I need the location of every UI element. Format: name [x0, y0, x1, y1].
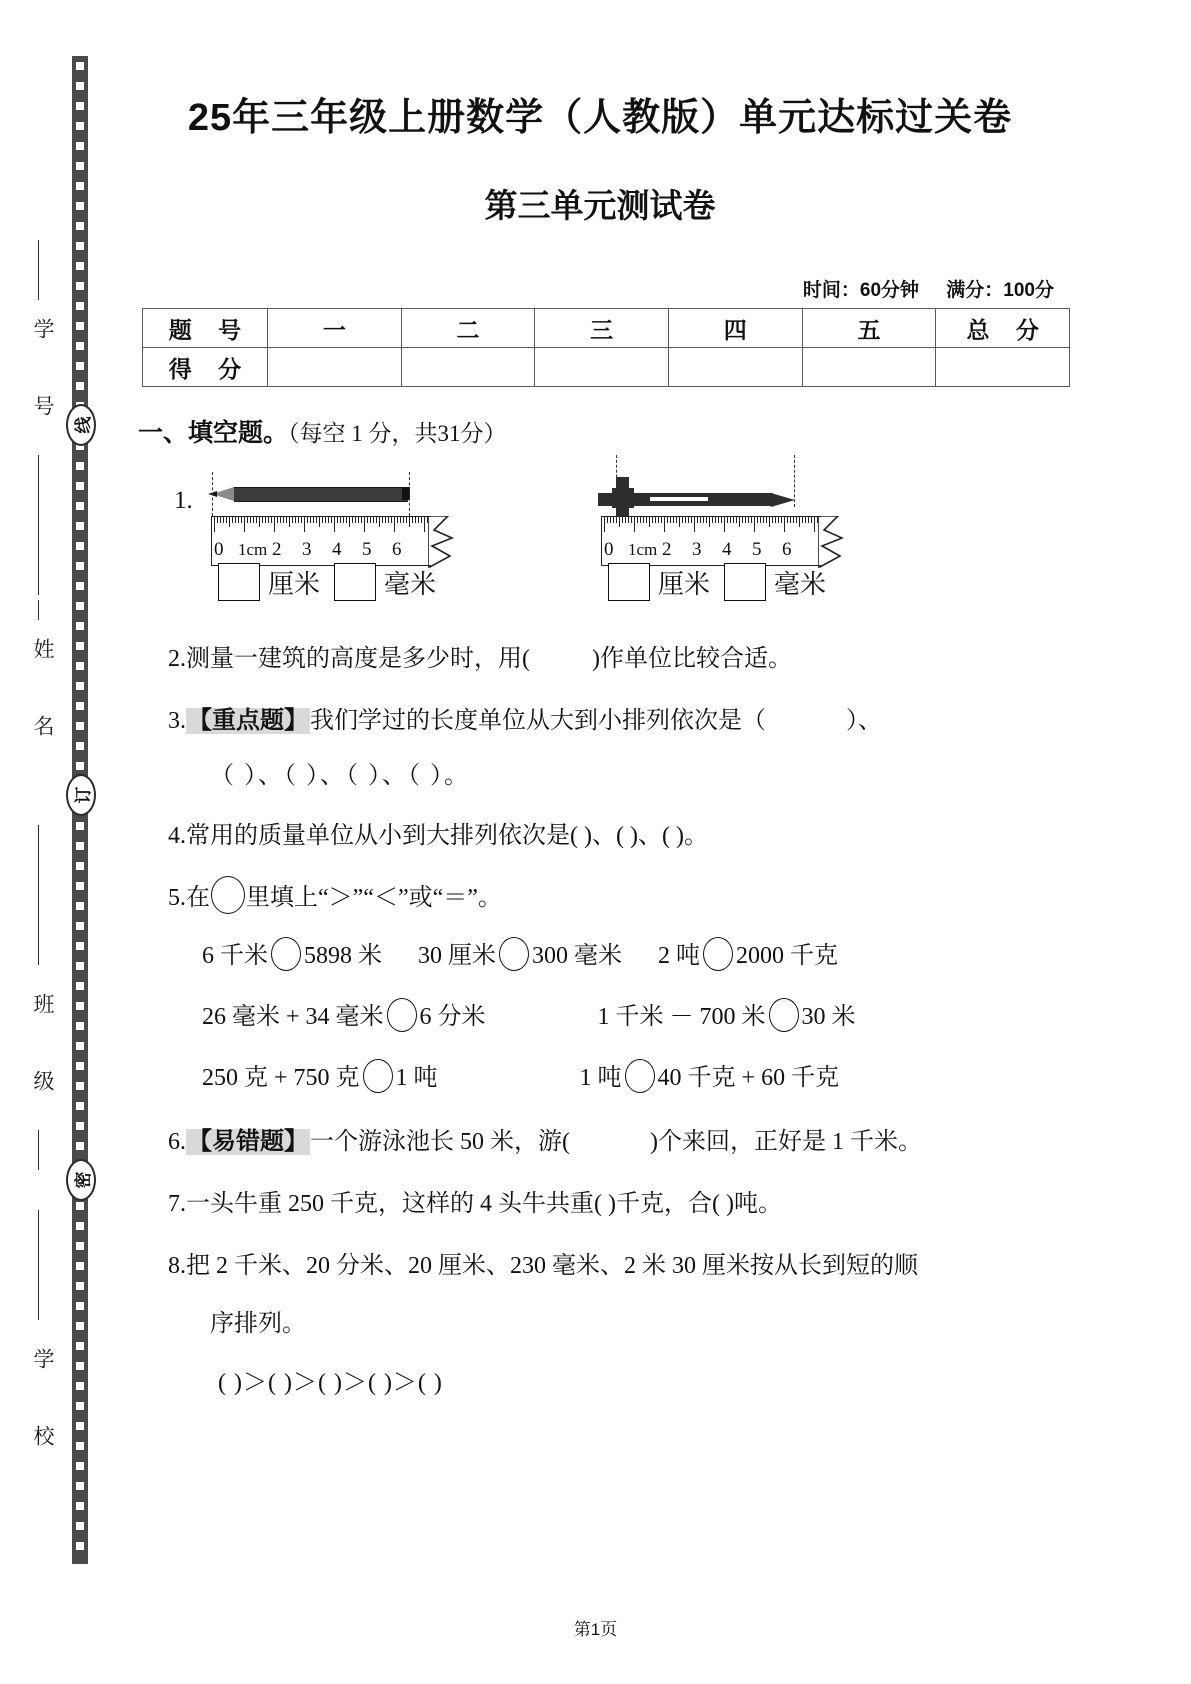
compare-circle-3[interactable] [703, 937, 733, 971]
perforation-dot [76, 1422, 84, 1430]
ruler-left-tick-4: 4 [332, 539, 342, 560]
score-table-col-3: 三 [535, 309, 669, 348]
perforation-dot [76, 1362, 84, 1370]
page-title: 25年三年级上册数学（人教版）单元达标过关卷 [187, 97, 1013, 139]
perforation-dot [76, 862, 84, 870]
compare-circle-7[interactable] [625, 1059, 655, 1093]
question-3-text-a: 我们学过的长度单位从大到小排列依次是（ [310, 708, 766, 734]
pencil-body [234, 487, 408, 502]
perforation-dot [76, 262, 84, 270]
q5-r2-c1-left: 26 毫米 + 34 毫米 [202, 1004, 384, 1030]
ruler-right [598, 455, 928, 560]
seal-label-class: 班 级 [31, 993, 55, 1107]
question-2 [168, 638, 792, 673]
ruler-right-tick-2: 2 [662, 539, 672, 560]
measure-guide-right-2 [794, 455, 795, 507]
perforation-dot [76, 1002, 84, 1010]
question-8-line1: 8.把 2 千米、20 分米、20 厘米、230 毫米、2 米 30 厘米按从长到短的顺 [168, 1253, 918, 1279]
score-cell-total[interactable] [936, 348, 1070, 387]
score-cell-3[interactable] [535, 348, 669, 387]
question-5-text-a: 5.在 [168, 885, 210, 911]
q5-r2-c1-right: 6 分米 [419, 1004, 486, 1030]
perforation-dot [76, 582, 84, 590]
perforation-dot [76, 1242, 84, 1250]
question-3-number: 3. [168, 708, 186, 734]
perforation-dot [76, 562, 84, 570]
ruler-right-tick-5: 5 [752, 539, 762, 560]
nail-point [771, 493, 795, 507]
perforation-dot [76, 942, 84, 950]
q5-r1-c3-right: 2000 千克 [736, 943, 838, 969]
score-table-col-5: 五 [802, 309, 936, 348]
perforation-dot [76, 162, 84, 170]
score-cell-4[interactable] [668, 348, 802, 387]
q5-r1-c3-left: 2 吨 [658, 943, 700, 969]
q5-r3-c1-left: 250 克 + 750 克 [202, 1065, 360, 1091]
perforation-dot [76, 962, 84, 970]
q1-left-unit-mm: 毫米 [384, 570, 437, 599]
table-row-scores [143, 348, 1070, 387]
q1-right-answer-box-mm[interactable] [724, 563, 766, 601]
seal-divider-6 [38, 1210, 39, 1320]
perforation-dot [76, 722, 84, 730]
perforation-dot [76, 1482, 84, 1490]
q5-r3-c2-right: 40 千克 + 60 千克 [657, 1065, 840, 1091]
q1-right-unit-mm: 毫米 [774, 570, 827, 599]
perforation-dot [76, 1202, 84, 1210]
perforation-dot [76, 282, 84, 290]
seal-divider-2 [38, 455, 39, 595]
perforation-dot [76, 1082, 84, 1090]
question-3-tag: 【重点题】 [188, 708, 308, 734]
seal-divider-1 [38, 240, 39, 300]
seal-label-school: 学 校 [31, 1348, 55, 1462]
question-6-text-b: )个来回，正好是 1 千米。 [650, 1129, 922, 1155]
compare-circle-2[interactable] [499, 937, 529, 971]
full-score-label: 满分：100分 [946, 280, 1054, 301]
perforation-dot [76, 1502, 84, 1510]
question-6-tag: 【易错题】 [188, 1129, 308, 1155]
question-5-row-2 [202, 996, 856, 1032]
perforation-dot [76, 1402, 84, 1410]
score-cell-5[interactable] [802, 348, 936, 387]
question-8-line2: 序排列。 [210, 1311, 306, 1337]
q1-left-answer-box-cm[interactable] [218, 563, 260, 601]
score-table-row-header-1: 题 号 [143, 309, 268, 348]
q5-r1-c1-left: 6 千米 [202, 943, 268, 969]
seal-badge-line: 线 [66, 404, 96, 446]
ruler-left-tick-1: 1cm [238, 540, 268, 559]
perforation-dot [76, 342, 84, 350]
q1-right-unit-cm: 厘米 [658, 570, 711, 599]
score-table-col-4: 四 [668, 309, 802, 348]
perforation-dot [76, 682, 84, 690]
measure-guide-left [212, 472, 213, 516]
perforation-dot [76, 1142, 84, 1150]
ruler-left-tick-5: 5 [362, 539, 372, 560]
ruler-left-tick-6: 6 [392, 539, 402, 560]
seal-divider-5 [38, 1130, 39, 1170]
q5-r1-c2-right: 300 毫米 [532, 943, 622, 969]
measure-guide-left-2 [616, 455, 617, 507]
perforation-dot [76, 602, 84, 610]
perforation-dot [76, 1542, 84, 1550]
perforation-dot [76, 1342, 84, 1350]
question-1-number: 1. [174, 487, 193, 514]
compare-circle-1[interactable] [271, 937, 301, 971]
q5-r2-c2-left: 1 千米 － 700 米 [597, 1004, 766, 1030]
nail-shaft-highlight [650, 497, 708, 501]
score-cell-1[interactable] [268, 348, 402, 387]
question-6-number: 6. [168, 1129, 186, 1155]
ruler-right-tick-0: 0 [604, 539, 614, 560]
time-label: 时间：60分钟 [802, 280, 920, 301]
ruler-left [208, 470, 518, 560]
score-table-col-total: 总 分 [936, 309, 1070, 348]
perforation-dot [76, 242, 84, 250]
question-3 [168, 700, 882, 735]
perforation-dot [76, 662, 84, 670]
page-subtitle: 第三单元测试卷 [484, 187, 716, 224]
measure-guide-right [409, 472, 410, 516]
perforation-dot [76, 462, 84, 470]
perforation-dot [76, 1222, 84, 1230]
q5-r2-c2-right: 30 米 [801, 1004, 856, 1030]
seal-badge-secret: 密 [66, 1159, 96, 1201]
perforation-dot [76, 1462, 84, 1470]
score-table-col-2: 二 [401, 309, 535, 348]
perforation-dot [76, 302, 84, 310]
page-number: 第1页 [573, 1620, 618, 1639]
perforation-dot [76, 1302, 84, 1310]
seal-badge-bind: 订 [66, 774, 96, 816]
perforation-dot [76, 1262, 84, 1270]
perforation-dot [76, 222, 84, 230]
perforation-dot [76, 922, 84, 930]
perforation-dot [76, 1042, 84, 1050]
table-row-question-numbers [143, 309, 1070, 348]
perforation-dot [76, 842, 84, 850]
question-5-text-b: 里填上“＞”“＜”或“＝”。 [246, 885, 502, 911]
perforation-dot [76, 202, 84, 210]
perforation-dot [76, 642, 84, 650]
perforation-dot [76, 702, 84, 710]
section-one-points: （每空 1 分，共31分） [288, 421, 507, 446]
compare-circle-prompt[interactable] [211, 876, 245, 914]
compare-circle-6[interactable] [363, 1059, 393, 1093]
perforation-dot [76, 1122, 84, 1130]
perforation-dot [76, 822, 84, 830]
seal-divider-3 [38, 600, 39, 620]
perforation-dot [76, 542, 84, 550]
question-6-text-a: 一个游泳池长 50 米，游( [310, 1129, 570, 1155]
perforation-dot [76, 102, 84, 110]
question-3-text-b: ）、 [846, 708, 882, 734]
question-5-row-1 [202, 935, 838, 971]
perforation-dot [76, 1382, 84, 1390]
seal-label-name: 姓 名 [31, 638, 55, 752]
seal-label-student-id: 学 号 [31, 318, 55, 432]
perforation-dot [76, 322, 84, 330]
ruler-right-tick-4: 4 [722, 539, 732, 560]
perforation-dot [76, 1442, 84, 1450]
perforation-dot [76, 1022, 84, 1030]
score-table [142, 308, 1070, 387]
question-2-text-b: )作单位比较合适。 [592, 646, 792, 672]
perforation-dot [76, 522, 84, 530]
question-4: 4.常用的质量单位从小到大排列依次是( )、( )、( )。 [168, 823, 708, 849]
perforation-dot [76, 1102, 84, 1110]
perforation-dot [76, 1522, 84, 1530]
ruler-left-tick-2: 2 [272, 539, 282, 560]
question-5-row-3 [202, 1057, 839, 1093]
q5-r3-c1-right: 1 吨 [395, 1065, 438, 1091]
section-one-title: 一、填空题。 [138, 419, 289, 447]
perforation-dot [76, 1282, 84, 1290]
question-6 [168, 1121, 922, 1156]
perforation-dot [76, 982, 84, 990]
perforation-dot [76, 622, 84, 630]
ruler-left-tick-3: 3 [302, 539, 312, 560]
perforation-dot [76, 382, 84, 390]
perforation-dot [76, 122, 84, 130]
ruler-right-tick-6: 6 [782, 539, 792, 560]
perforation-dot [76, 762, 84, 770]
perforation-dot [76, 902, 84, 910]
perforation-dot [76, 1322, 84, 1330]
perforation-dot [76, 482, 84, 490]
q5-r1-c2-left: 30 厘米 [418, 943, 496, 969]
perforation-dot [76, 1062, 84, 1070]
q5-r1-c1-right: 5898 米 [304, 943, 382, 969]
perforation-dot [76, 742, 84, 750]
score-cell-2[interactable] [401, 348, 535, 387]
q5-r3-c2-left: 1 吨 [579, 1065, 622, 1091]
q1-left-unit-cm: 厘米 [268, 570, 321, 599]
perforation-dot [76, 362, 84, 370]
question-5-prompt [168, 876, 502, 914]
question-8-line3: ( )＞( )＞( )＞( )＞( ) [218, 1370, 443, 1396]
ruler-right-tick-3: 3 [692, 539, 702, 560]
exam-meta [781, 275, 1054, 302]
perforation-dot [76, 502, 84, 510]
question-3-line2: （ ）、（ ）、（ ）、（ ）。 [210, 763, 470, 789]
compare-circle-4[interactable] [387, 998, 417, 1032]
score-table-row-header-2: 得 分 [143, 348, 268, 387]
ruler-body-right [601, 516, 821, 566]
compare-circle-5[interactable] [769, 998, 799, 1032]
perforation-dot [76, 142, 84, 150]
ruler-left-tick-0: 0 [214, 539, 224, 560]
ruler-body-left [211, 516, 431, 566]
perforation-dot [76, 82, 84, 90]
perforation-dot [76, 182, 84, 190]
perforation-dot [76, 882, 84, 890]
q1-left-answer-box-mm[interactable] [334, 563, 376, 601]
question-2-text-a: 2.测量一建筑的高度是多少时，用( [168, 646, 530, 672]
section-one-heading [138, 413, 507, 449]
q1-right-answer-box-cm[interactable] [608, 563, 650, 601]
ruler-right-tick-1: 1cm [628, 540, 658, 559]
perforation-dot [76, 62, 84, 70]
score-table-col-1: 一 [268, 309, 402, 348]
seal-divider-4 [38, 825, 39, 965]
question-7: 7.一头牛重 250 千克，这样的 4 头牛共重( )千克，合( )吨。 [168, 1191, 782, 1217]
